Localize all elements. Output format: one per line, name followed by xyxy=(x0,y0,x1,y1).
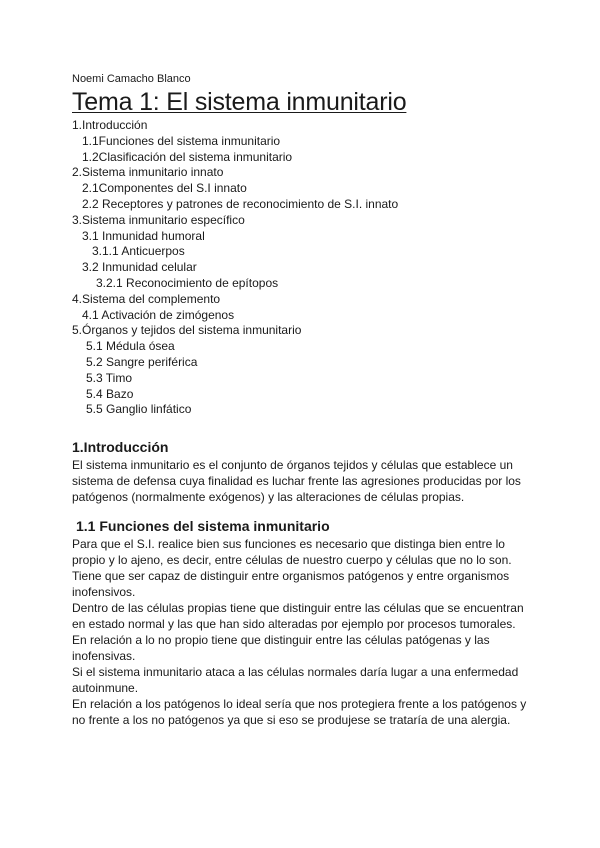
toc-entry: 3.2 Inmunidad celular xyxy=(82,260,197,275)
toc-entry: 3.Sistema inmunitario específico xyxy=(72,212,245,227)
section-body-introduccion xyxy=(72,457,532,505)
toc-entry: 5.Órganos y tejidos del sistema inmunitario xyxy=(72,323,302,338)
toc-entry: 2.Sistema inmunitario innato xyxy=(72,165,224,180)
body-paragraph: En relación a lo no propio tiene que distinguir entre las células patógenas y las inofensivas. xyxy=(72,633,490,664)
body-paragraph: Para que el S.I. realice bien sus funciones es necesario que distinga bien entre lo propio y lo ajeno, es decir, entre células de nuestro cuerpo y células que no lo son. xyxy=(72,537,512,568)
toc-entry: 1.1Funciones del sistema inmunitario xyxy=(82,133,281,148)
toc-entry: 2.2 Receptores y patrones de reconocimiento de S.I. innato xyxy=(82,196,399,211)
toc-entry: 5.4 Bazo xyxy=(86,386,134,401)
toc-entry: 2.1Componentes del S.I innato xyxy=(82,181,247,196)
toc-entry: 4.Sistema del complemento xyxy=(72,291,221,306)
toc-entry: 4.1 Activación de zimógenos xyxy=(82,307,235,322)
body-paragraph: Si el sistema inmunitario ataca a las células normales daría lugar a una enfermedad autoinmune. xyxy=(72,665,519,696)
body-paragraph: En relación a los patógenos lo ideal sería que nos protegiera frente a los patógenos y no frente a los no patógenos ya que si eso se produjese se trataría de una alergia. xyxy=(72,697,527,728)
toc-entry: 5.5 Ganglio linfático xyxy=(86,402,192,417)
section-body-funciones xyxy=(72,536,532,728)
table-of-contents xyxy=(72,118,532,418)
toc-entry: 5.1 Médula ósea xyxy=(86,339,175,354)
toc-entry: 3.1.1 Anticuerpos xyxy=(92,244,185,259)
section-heading-introduccion: 1.Introducción xyxy=(72,439,169,456)
document-page xyxy=(72,72,532,728)
toc-entry: 5.2 Sangre periférica xyxy=(86,354,198,369)
toc-entry: 3.2.1 Reconocimiento de epítopos xyxy=(96,275,279,290)
toc-entry: 3.1 Inmunidad humoral xyxy=(82,228,205,243)
section-heading-funciones: 1.1 Funciones del sistema inmunitario xyxy=(76,518,330,535)
toc-entry: 5.3 Timo xyxy=(86,370,133,385)
toc-entry: 1.Introducción xyxy=(72,118,148,132)
body-paragraph: Tiene que ser capaz de distinguir entre organismos patógenos y entre organismos inofensivos. xyxy=(72,569,510,600)
toc-entry: 1.2Clasificación del sistema inmunitario xyxy=(82,149,293,164)
body-paragraph: El sistema inmunitario es el conjunto de órganos tejidos y células que establece un sistema de defensa cuya finalidad es luchar frente las agresiones producidas por los patógenos (normalmente exógenos) y las alteraciones de células propias. xyxy=(72,458,521,505)
author-name: Noemi Camacho Blanco xyxy=(72,73,191,85)
body-paragraph: Dentro de las células propias tiene que distinguir entre las células que se encuentran en estado normal y las que han sido alteradas por ejemplo por procesos tumorales. xyxy=(72,601,524,632)
document-title: Tema 1: El sistema inmunitario xyxy=(72,88,407,116)
